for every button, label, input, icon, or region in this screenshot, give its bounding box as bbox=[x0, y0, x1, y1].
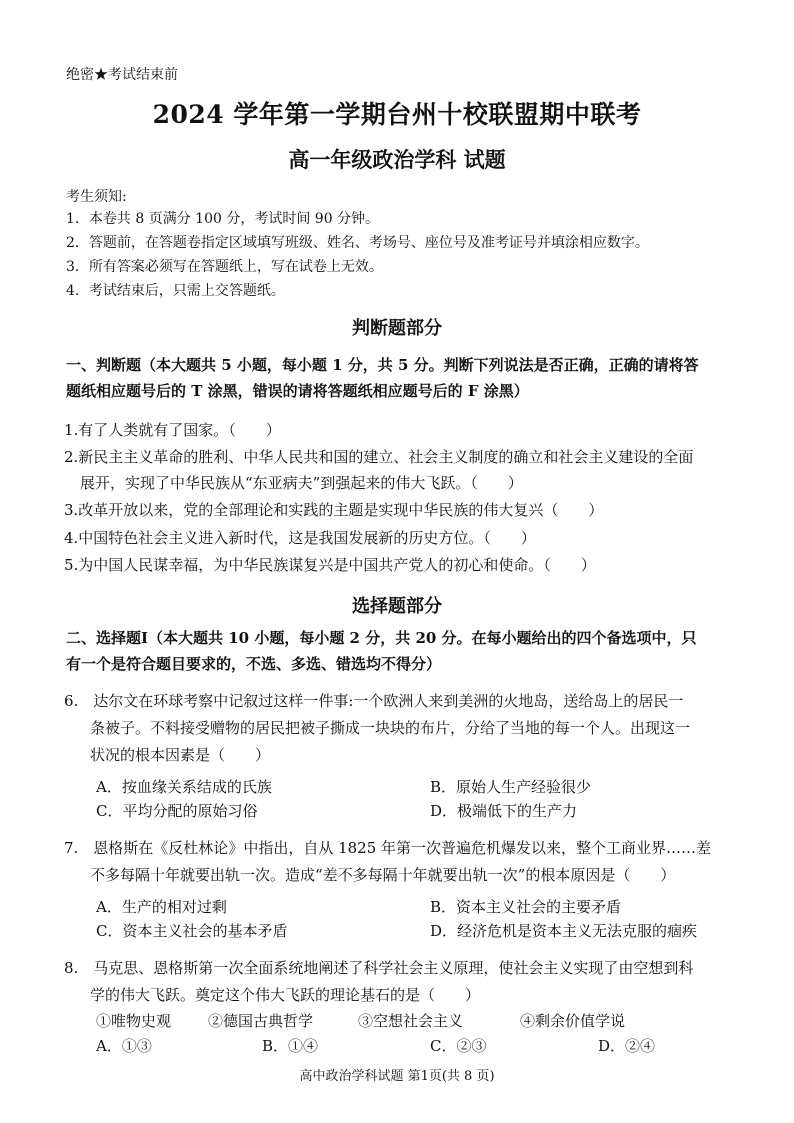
judge-question-1: 1.有了人类就有了国家。（ ） bbox=[64, 421, 281, 439]
question-6-line3: 状况的根本因素是（ ） bbox=[90, 746, 271, 764]
judge-question-3: 3.改革开放以来，党的全部理论和实践的主题是实现中华民族的伟大复兴（ ） bbox=[64, 501, 604, 519]
exam-title: 2024 学年第一学期台州十校联盟期中联考 bbox=[152, 100, 642, 129]
question-7-line1: 7. 恩格斯在《反杜林论》中指出，自从 1825 年第一次普遍危机爆发以来，整个工商业界……差 bbox=[64, 839, 712, 857]
question-8-item-2: ②德国古典哲学 bbox=[208, 1012, 314, 1030]
judge-heading-line1: 一、判断题（本大题共 5 小题，每小题 1 分，共 5 分。判断下列说法是否正确，正确的请将答 bbox=[66, 356, 699, 374]
question-8-option-c: C．②③ bbox=[430, 1037, 487, 1055]
question-8-option-a: A．①③ bbox=[96, 1037, 152, 1055]
choice-section-title: 选择题部分 bbox=[352, 596, 442, 617]
question-7-option-c: C．资本主义社会的基本矛盾 bbox=[96, 922, 288, 940]
notice-item: 3．所有答案必须写在答题纸上，写在试卷上无效。 bbox=[66, 259, 383, 275]
choice-heading-line2: 有一个是符合题目要求的，不选、多选、错选均不得分） bbox=[66, 655, 442, 673]
question-8-option-b: B．①④ bbox=[262, 1037, 319, 1055]
question-6-option-a: A．按血缘关系结成的氏族 bbox=[96, 778, 272, 796]
question-8-line2: 学的伟大飞跃。奠定这个伟大飞跃的理论基石的是（ ） bbox=[90, 986, 481, 1004]
question-8-item-4: ④剩余价值学说 bbox=[520, 1012, 626, 1030]
question-6-line2: 条被子。不料接受赠物的居民把被子撕成一块块的布片，分给了当地的每一个人。出现这一 bbox=[90, 719, 691, 737]
question-8-item-1: ①唯物史观 bbox=[96, 1012, 172, 1030]
page-footer: 高中政治学科试题 第1页(共 8 页) bbox=[299, 1069, 495, 1084]
question-8-option-d: D．②④ bbox=[598, 1037, 656, 1055]
question-6-option-d: D．极端低下的生产力 bbox=[430, 802, 578, 820]
notice-item: 4．考试结束后，只需上交答题纸。 bbox=[66, 283, 285, 299]
judge-question-4: 4.中国特色社会主义进入新时代，这是我国发展新的历史方位。（ ） bbox=[64, 529, 536, 547]
question-6-option-b: B．原始人生产经验很少 bbox=[430, 778, 592, 796]
question-7-option-a: A．生产的相对过剩 bbox=[96, 898, 227, 916]
question-7-option-d: D．经济危机是资本主义无法克服的痼疾 bbox=[430, 922, 698, 940]
notice-item: 1．本卷共 8 页满分 100 分，考试时间 90 分钟。 bbox=[66, 211, 380, 227]
question-6-line1: 6. 达尔文在环球考察中记叙过这样一件事:一个欧洲人来到美洲的火地岛，送给岛上的居民一 bbox=[64, 692, 684, 710]
judge-question-5: 5.为中国人民谋幸福，为中华民族谋复兴是中国共产党人的初心和使命。（ ） bbox=[64, 556, 596, 574]
confidential-mark: 绝密★考试结束前 bbox=[66, 67, 178, 83]
notice-item: 2．答题前，在答题卷指定区域填写班级、姓名、考场号、座位号及准考证号并填涂相应数字。 bbox=[66, 235, 649, 251]
choice-heading-line1: 二、选择题Ⅰ（本大题共 10 小题，每小题 2 分，共 20 分。在每小题给出的四个备选项中，只 bbox=[66, 629, 697, 647]
exam-subtitle: 高一年级政治学科 试题 bbox=[288, 147, 506, 172]
notice-heading: 考生须知: bbox=[66, 189, 127, 205]
judge-heading-line2: 题纸相应题号后的 T 涂黑，错误的请将答题纸相应题号后的 F 涂黑） bbox=[66, 382, 529, 400]
question-8-line1: 8. 马克思、恩格斯第一次全面系统地阐述了科学社会主义原理，使社会主义实现了由空想到科 bbox=[64, 959, 694, 977]
question-6-option-c: C．平均分配的原始习俗 bbox=[96, 802, 258, 820]
question-7-line2: 不多每隔十年就要出轨一次。造成“差不多每隔十年就要出轨一次”的根本原因是（ ） bbox=[90, 866, 676, 884]
judge-section-title: 判断题部分 bbox=[352, 318, 442, 339]
judge-question-2: 2.新民主主义革命的胜利、中华人民共和国的建立、社会主义制度的确立和社会主义建设的全面 bbox=[64, 448, 694, 466]
judge-question-2-cont: 展开，实现了中华民族从“东亚病夫”到强起来的伟大飞跃。（ ） bbox=[80, 474, 523, 492]
question-7-option-b: B．资本主义社会的主要矛盾 bbox=[430, 898, 622, 916]
question-8-item-3: ③空想社会主义 bbox=[358, 1012, 464, 1030]
